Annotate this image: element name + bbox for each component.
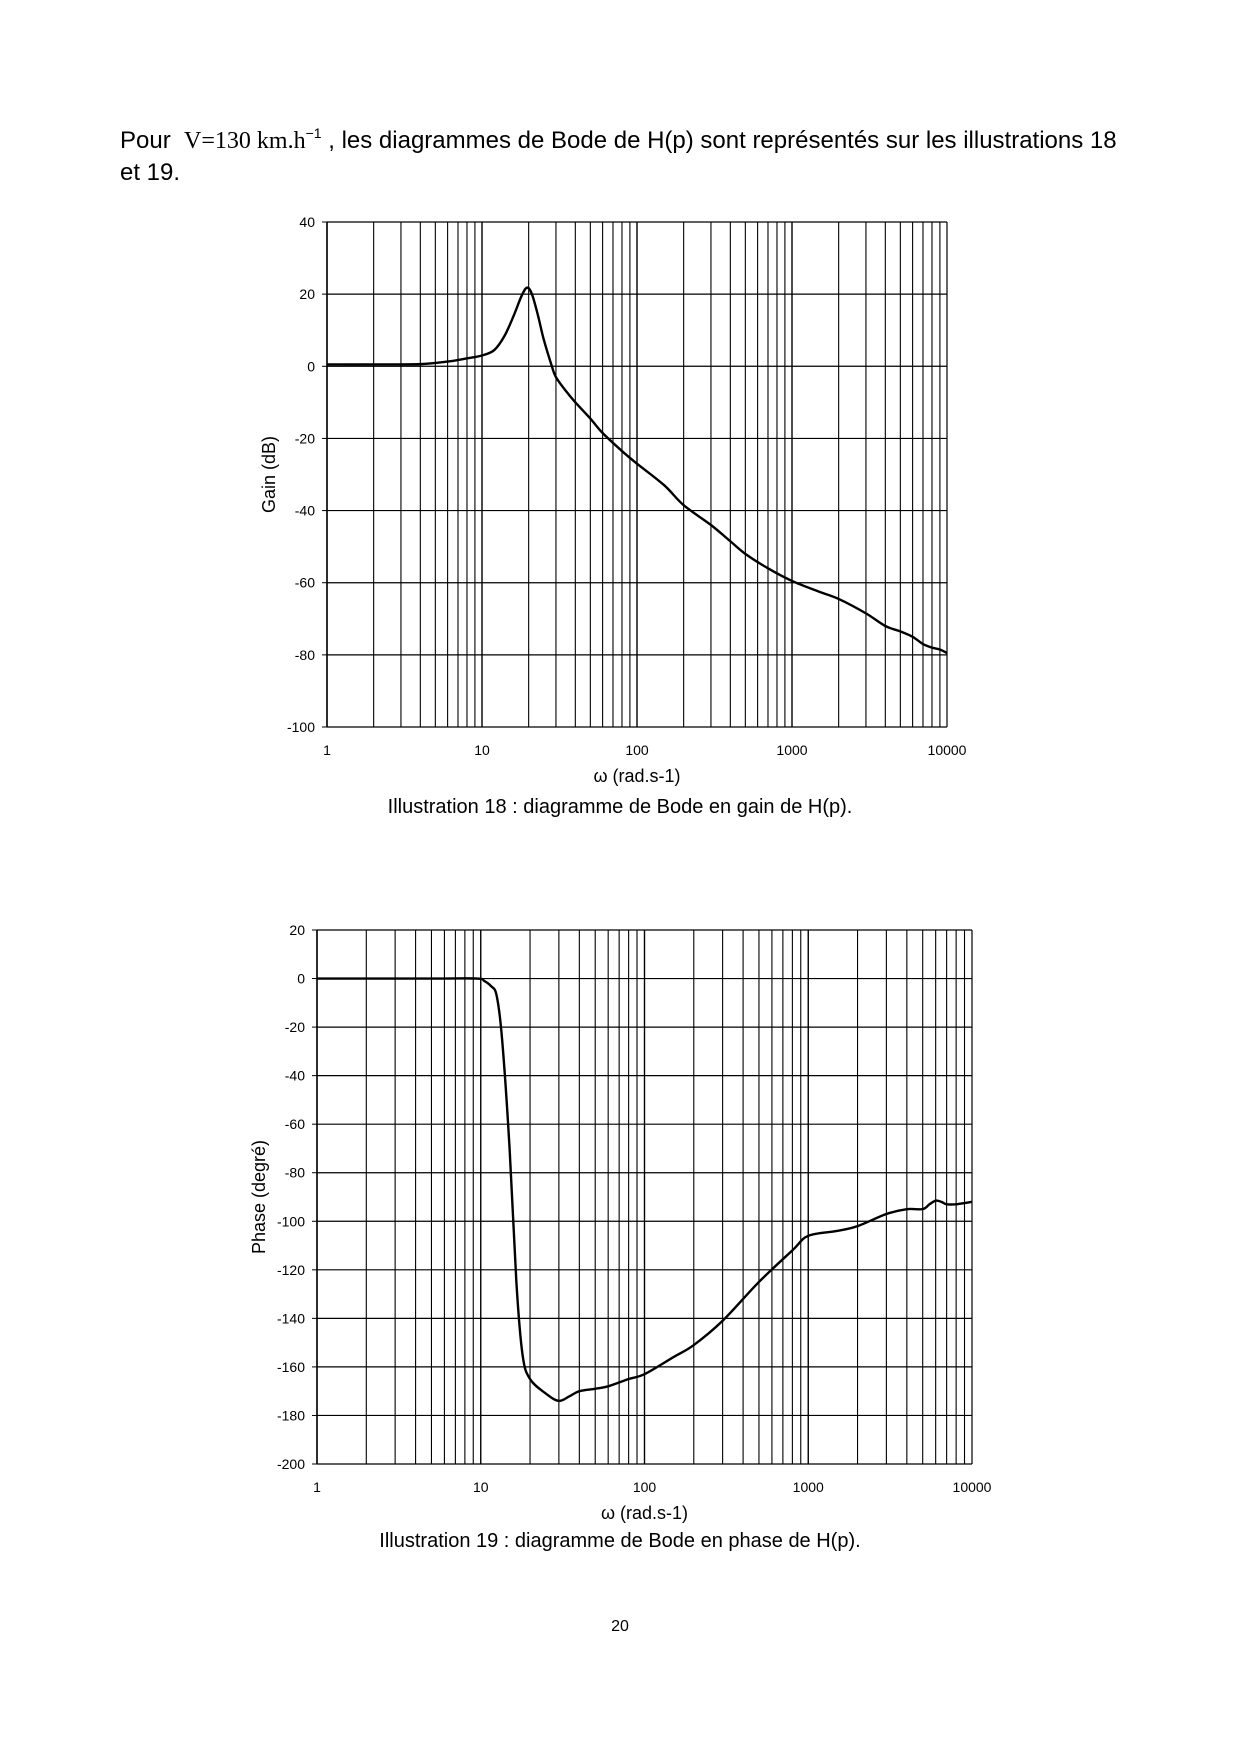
intro-math: V=130 km.h	[184, 128, 306, 154]
y-tick-label: -160	[276, 1358, 305, 1375]
x-tick-label: 10	[472, 1479, 489, 1495]
y-tick-label: -60	[294, 574, 315, 591]
y-tick-label: -200	[276, 1456, 305, 1472]
y-tick-label: -80	[294, 646, 315, 663]
gain-chart-caption: Illustration 18 : diagramme de Bode en gain de H(p).	[387, 796, 853, 818]
y-tick-label: -180	[276, 1407, 305, 1424]
x-tick-label: 1	[323, 742, 331, 758]
x-tick-label: 100	[632, 1479, 657, 1495]
page-number: 20	[611, 1618, 629, 1635]
x-tick-label: 1000	[792, 1479, 824, 1495]
x-tick-label: 10	[474, 742, 490, 758]
intro-exponent: −1	[305, 125, 322, 141]
phase-chart-caption: Illustration 19 : diagramme de Bode en phase de H(p).	[379, 1530, 861, 1552]
gain-chart	[0, 200, 1240, 800]
y-tick-label: 0	[297, 970, 305, 987]
intro-after: , les diagrammes de Bode de H(p) sont représentés sur les illustrations 18 et 19.	[120, 127, 1117, 186]
y-tick-label: -120	[276, 1261, 305, 1278]
x-tick-label: 1	[313, 1479, 321, 1495]
y-tick-label: -100	[276, 1213, 305, 1230]
y-tick-label: -20	[294, 430, 315, 447]
x-tick-label: 100	[625, 742, 649, 758]
y-tick-label: -20	[284, 1019, 305, 1036]
x-axis-label: ω (rad.s-1)	[600, 1503, 689, 1523]
intro-before: Pour	[120, 127, 171, 154]
y-tick-label: -40	[294, 502, 315, 519]
y-tick-label: 20	[289, 922, 305, 938]
y-tick-label: -80	[284, 1164, 305, 1181]
y-axis-label: Phase (degré)	[249, 1139, 269, 1255]
intro-paragraph	[120, 118, 1130, 188]
y-tick-label: -140	[276, 1310, 305, 1327]
y-axis-label: Gain (dB)	[259, 435, 279, 514]
x-tick-label: 10000	[952, 1479, 992, 1495]
y-tick-label: -60	[284, 1116, 305, 1133]
y-tick-label: 20	[299, 286, 315, 303]
y-tick-label: 0	[307, 358, 315, 375]
y-tick-label: -100	[286, 719, 315, 735]
x-tick-label: 1000	[776, 742, 808, 758]
y-tick-label: 40	[299, 214, 315, 230]
x-axis-label: ω (rad.s-1)	[593, 766, 681, 786]
y-tick-label: -40	[284, 1067, 305, 1084]
phase-chart	[0, 920, 1240, 1523]
grid	[327, 222, 947, 727]
grid	[317, 930, 972, 1464]
x-tick-label: 10000	[927, 742, 967, 758]
